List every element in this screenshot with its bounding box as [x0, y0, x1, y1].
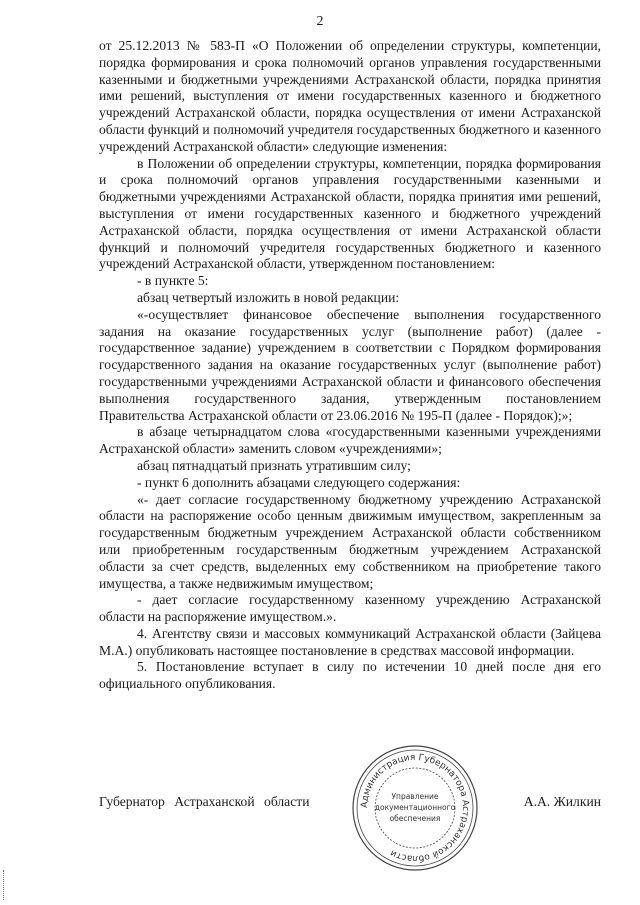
paragraph-intro: от 25.12.2013 № 583-П «О Положении об определении структуры, компетенции, порядка формирования и срока полномочий органов управления государственными казенными и бюджетными учреждениями Астраханской области, порядка принятия ими решений, выступления от имени государственных казенного и бюджетного учреждений Астраханской области, порядка осуществления от имени Астраханской области функций и полномочий учредителя государственных бюджетного и казенного учреждений Астраханской области» следующие изменения:	[99, 38, 601, 154]
official-stamp	[350, 743, 480, 873]
signatory-title: Губернатор Астраханской области	[99, 794, 310, 809]
paragraph: - в пункте 5:	[137, 273, 209, 289]
paragraph: «- дает согласие государственному бюджетному учреждению Астраханской области на распоряжение особо ценным движимым имуществом, закрепленным за государственным бюджетным учреждением Астраханской области собственником или приобретенным государственным бюджетным учреждением Астраханской области за счет средств, выделенных ему собственником на приобретение такого имущества, а также недвижимым имуществом;	[99, 491, 601, 591]
signatory-name: А.А. Жилкин	[523, 794, 601, 809]
paragraph: - пункт 6 дополнить абзацами следующего содержания:	[137, 474, 461, 490]
paragraph: «-осуществляет финансовое обеспечение выполнения государственного задания на оказание государственных услуг (выполнение работ) (далее - государственное задание) учреждением в соответствии с Порядком формирования государственного задания на оказание государственных услуг (выполнение работ) государственными учреждениями Астраханской области и финансового обеспечения выполнения государственного задания, утвержденным постановлением Правительства Астраханской области от 23.06.2016 № 195-П (далее - Порядок);»;	[99, 306, 601, 423]
paragraph: 5. Постановление вступает в силу по истечении 10 дней после дня его официального опубликования.	[99, 659, 601, 692]
paragraph: в Положении об определении структуры, компетенции, порядка формирования и срока полномочий органов управления государственными казенными и бюджетными учреждениями Астраханской области, порядка принятия ими решений, выступления от имени государственных казенного и бюджетного учреждений Астраханской области, порядка осуществления от имени Астраханской области функций и полномочий учредителя государственных бюджетного и казенного учреждений Астраханской области, утвержденном постановлением:	[99, 155, 601, 272]
paragraph: 4. Агентству связи и массовых коммуникаций Астраханской области (Зайцева М.А.) опубликовать настоящее постановление в средствах массовой информации.	[99, 625, 601, 658]
stamp-center-line: Управление	[391, 792, 439, 801]
document-body	[99, 38, 601, 693]
page-number: 2	[316, 14, 324, 29]
stamp-center-line: обеспечения	[389, 814, 441, 823]
stamp-center-line: документационного	[374, 803, 456, 812]
stamp-seal-icon	[350, 743, 480, 873]
paragraph: абзац пятнадцатый признать утратившим силу;	[137, 457, 411, 473]
stamp-ring-text: Администрация Губернатора Астраханской области	[359, 752, 471, 864]
paragraph: - дает согласие государственному казенному учреждению Астраханской области на распоряжение имуществом.».	[99, 592, 601, 625]
paragraph: в абзаце четырнадцатом слова «государственными казенными учреждениями Астраханской области» заменить словом «учреждениями»;	[99, 424, 601, 457]
margin-mark	[3, 870, 6, 900]
paragraph: абзац четвертый изложить в новой редакции:	[137, 289, 400, 305]
